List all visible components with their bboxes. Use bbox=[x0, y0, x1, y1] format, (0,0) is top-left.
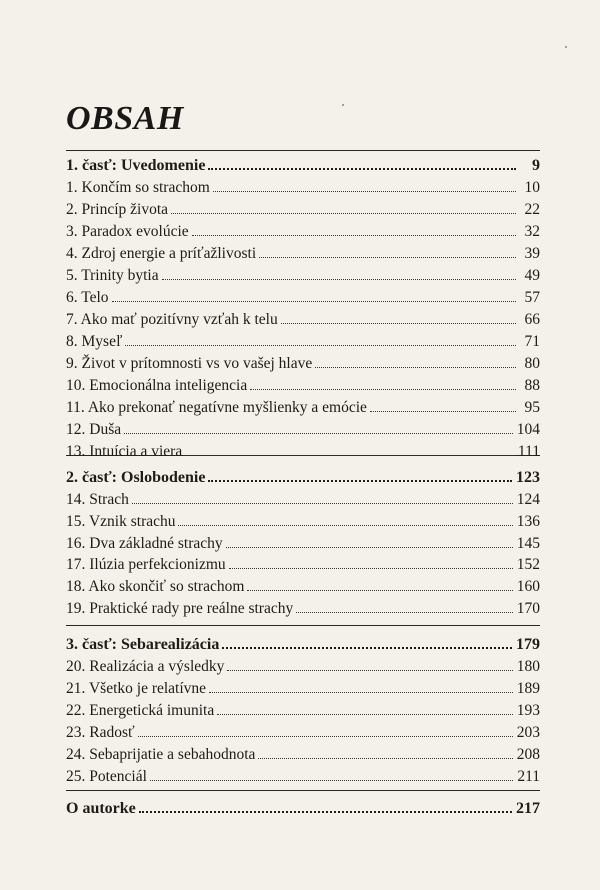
toc-closing-entry[interactable] bbox=[66, 797, 540, 819]
toc-part-heading-label: 2. časť: Oslobodenie bbox=[66, 469, 206, 486]
dot-leader bbox=[259, 242, 516, 258]
dot-leader bbox=[124, 418, 513, 434]
toc-chapter-entry[interactable] bbox=[66, 765, 540, 787]
page-number: 49 bbox=[524, 267, 540, 284]
toc-chapter-entry-label: 7. Ako mať pozitívny vzťah k telu bbox=[66, 311, 278, 328]
toc-chapter-entry[interactable] bbox=[66, 532, 540, 554]
page-number: 57 bbox=[524, 289, 540, 306]
dot-leader bbox=[258, 743, 512, 759]
toc-chapter-entry-label: 20. Realizácia a výsledky bbox=[66, 658, 225, 675]
toc-chapter-entry-label: 18. Ako skončiť so strachom bbox=[66, 578, 245, 595]
dot-leader bbox=[192, 220, 516, 236]
dot-leader bbox=[208, 466, 512, 482]
toc-chapter-entry[interactable] bbox=[66, 597, 540, 619]
toc-chapter-entry-label: 4. Zdroj energie a príťažlivosti bbox=[66, 245, 257, 262]
toc-chapter-entry[interactable] bbox=[66, 198, 540, 220]
dot-leader bbox=[138, 721, 513, 737]
page-number: 179 bbox=[516, 636, 540, 653]
toc-chapter-entry[interactable] bbox=[66, 488, 540, 510]
toc-chapter-entry-label: 9. Život v prítomnosti vs vo vašej hlave bbox=[66, 355, 313, 372]
toc-chapter-entry[interactable] bbox=[66, 575, 540, 597]
page-number: 39 bbox=[524, 245, 540, 262]
toc-chapter-entry[interactable] bbox=[66, 418, 540, 440]
dot-leader bbox=[150, 765, 513, 781]
page-number: 123 bbox=[516, 469, 540, 486]
toc-chapter-entry[interactable] bbox=[66, 396, 540, 418]
toc-chapter-entry[interactable] bbox=[66, 510, 540, 532]
toc-chapter-entry-label: 2. Princíp života bbox=[66, 201, 169, 218]
toc-closing-entry-label: O autorke bbox=[66, 800, 136, 817]
toc-chapter-entry[interactable] bbox=[66, 286, 540, 308]
toc-chapter-entry-label: 17. Ilúzia perfekcionizmu bbox=[66, 556, 226, 573]
toc-part-heading[interactable] bbox=[66, 154, 540, 176]
toc-chapter-entry[interactable] bbox=[66, 374, 540, 396]
toc-chapter-entry-label: 1. Končím so strachom bbox=[66, 179, 210, 196]
dot-leader bbox=[281, 308, 516, 324]
toc-chapter-entry[interactable] bbox=[66, 352, 540, 374]
toc-chapter-entry[interactable] bbox=[66, 655, 540, 677]
toc-chapter-entry[interactable] bbox=[66, 330, 540, 352]
toc-part-heading[interactable] bbox=[66, 633, 540, 655]
dot-leader bbox=[125, 330, 516, 346]
toc-chapter-entry-label: 6. Telo bbox=[66, 289, 109, 306]
toc-chapter-entry-label: 24. Sebaprijatie a sebahodnota bbox=[66, 746, 256, 763]
page-number: 124 bbox=[516, 491, 540, 508]
dot-leader bbox=[213, 176, 516, 192]
toc-chapter-entry[interactable] bbox=[66, 308, 540, 330]
dot-leader bbox=[229, 553, 513, 569]
dot-leader bbox=[162, 264, 516, 280]
page-number: 66 bbox=[524, 311, 540, 328]
page-number: 22 bbox=[524, 201, 540, 218]
toc-chapter-entry[interactable] bbox=[66, 721, 540, 743]
toc-chapter-entry-label: 19. Praktické rady pre reálne strachy bbox=[66, 600, 294, 617]
toc-part-heading-label: 3. časť: Sebarealizácia bbox=[66, 636, 220, 653]
page-number: 136 bbox=[516, 513, 540, 530]
dot-leader bbox=[171, 198, 516, 214]
divider bbox=[66, 625, 540, 626]
dot-leader bbox=[315, 352, 516, 368]
page-number: 152 bbox=[516, 556, 540, 573]
toc-chapter-entry[interactable] bbox=[66, 264, 540, 286]
toc-part-heading[interactable] bbox=[66, 466, 540, 488]
toc-chapter-entry[interactable] bbox=[66, 242, 540, 264]
dot-leader bbox=[227, 655, 512, 671]
dot-leader bbox=[222, 633, 512, 649]
page-number: 32 bbox=[524, 223, 540, 240]
toc-chapter-entry-label: 10. Emocionálna inteligencia bbox=[66, 377, 248, 394]
dot-leader bbox=[185, 440, 514, 456]
page-number: 160 bbox=[516, 578, 540, 595]
dot-leader bbox=[132, 488, 513, 504]
page-number: 170 bbox=[516, 600, 540, 617]
dot-leader bbox=[247, 575, 512, 591]
toc-chapter-entry-label: 21. Všetko je relatívne bbox=[66, 680, 207, 697]
page-number: 145 bbox=[516, 535, 540, 552]
page-number: 189 bbox=[516, 680, 540, 697]
toc-chapter-entry[interactable] bbox=[66, 677, 540, 699]
page-number: 88 bbox=[524, 377, 540, 394]
page-number: 217 bbox=[516, 800, 540, 817]
page-number: 104 bbox=[516, 421, 540, 438]
toc-chapter-entry-label: 22. Energetická imunita bbox=[66, 702, 215, 719]
toc-chapter-entry[interactable] bbox=[66, 176, 540, 198]
toc-chapter-entry-label: 5. Trinity bytia bbox=[66, 267, 159, 284]
page-number: 203 bbox=[516, 724, 540, 741]
toc-chapter-entry[interactable] bbox=[66, 743, 540, 765]
toc-chapter-entry-label: 25. Potenciál bbox=[66, 768, 147, 785]
dot-leader bbox=[370, 396, 516, 412]
dot-leader bbox=[139, 797, 512, 813]
dot-leader bbox=[112, 286, 516, 302]
toc-chapter-entry-label: 23. Radosť bbox=[66, 724, 135, 741]
divider bbox=[66, 790, 540, 791]
page-number: 71 bbox=[524, 333, 540, 350]
page-number: 180 bbox=[516, 658, 540, 675]
page-number: 10 bbox=[524, 179, 540, 196]
dot-leader bbox=[226, 532, 513, 548]
page-number: 193 bbox=[516, 702, 540, 719]
page-title: OBSAH bbox=[66, 100, 184, 137]
toc-chapter-entry-label: 12. Duša bbox=[66, 421, 122, 438]
page-number: 211 bbox=[517, 768, 540, 785]
toc-chapter-entry[interactable] bbox=[66, 220, 540, 242]
page-number: 80 bbox=[524, 355, 540, 372]
toc-part-heading-label: 1. časť: Uvedomenie bbox=[66, 157, 206, 174]
toc-chapter-entry[interactable] bbox=[66, 699, 540, 721]
toc-chapter-entry-label: 15. Vznik strachu bbox=[66, 513, 176, 530]
toc-chapter-entry-label: 11. Ako prekonať negatívne myšlienky a emócie bbox=[66, 399, 367, 416]
dot-leader bbox=[209, 677, 513, 693]
dot-leader bbox=[296, 597, 513, 613]
page-number: 9 bbox=[532, 157, 540, 174]
toc-chapter-entry[interactable] bbox=[66, 440, 540, 462]
toc-chapter-entry-label: 13. Intuícia a viera bbox=[66, 443, 183, 460]
toc-chapter-entry[interactable] bbox=[66, 553, 540, 575]
page-number: 208 bbox=[516, 746, 540, 763]
paper-speck bbox=[565, 46, 567, 48]
toc-chapter-entry-label: 16. Dva základné strachy bbox=[66, 535, 223, 552]
toc-chapter-entry-label: 8. Myseľ bbox=[66, 333, 123, 350]
page-number: 111 bbox=[517, 443, 540, 460]
page-number: 95 bbox=[524, 399, 540, 416]
toc-chapter-entry-label: 3. Paradox evolúcie bbox=[66, 223, 189, 240]
toc-chapter-entry-label: 14. Strach bbox=[66, 491, 129, 508]
dot-leader bbox=[178, 510, 512, 526]
paper-speck bbox=[342, 104, 344, 106]
dot-leader bbox=[250, 374, 516, 390]
divider bbox=[66, 150, 540, 151]
dot-leader bbox=[208, 154, 516, 170]
dot-leader bbox=[217, 699, 513, 715]
